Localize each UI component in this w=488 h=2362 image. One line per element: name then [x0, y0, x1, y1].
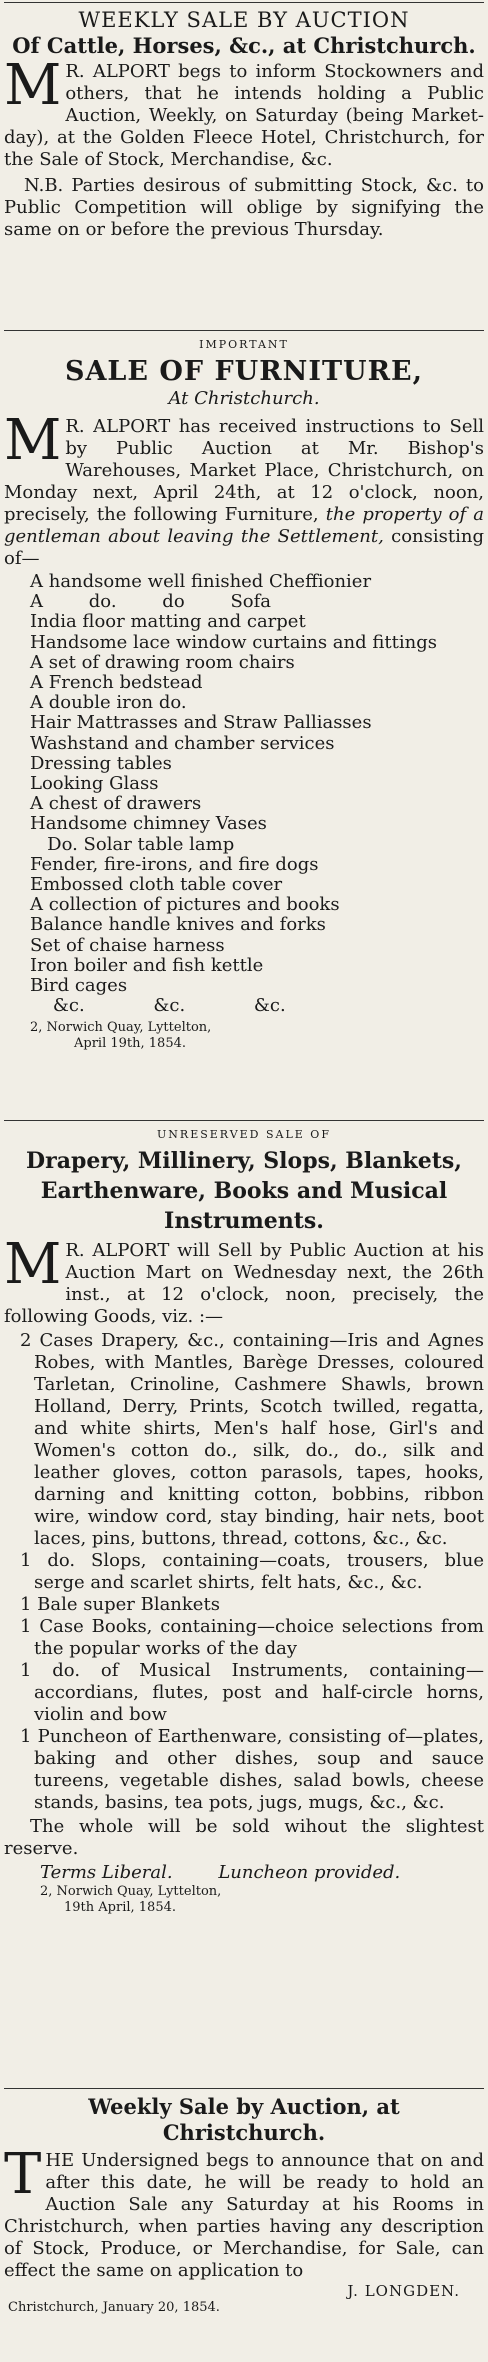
ad3-kicker: UNRESERVED SALE OF: [157, 1128, 331, 1141]
furniture-list: [4, 572, 484, 1016]
ad2-dropcap: M: [4, 408, 62, 473]
goods-list: [4, 1330, 484, 1814]
furniture-item: A French bedstead: [30, 672, 203, 694]
ad1-nb: N.B. Parties desirous of submitting Stock, &c. to Public Competition will oblige by signifying the same on or before the previous Thursday.: [4, 175, 484, 240]
furniture-item: Hair Mattrasses and Straw Palliasses: [30, 712, 372, 734]
goods-lot: 1 Bale super Blankets: [20, 1594, 220, 1615]
furniture-item: A do. do Sofa: [30, 591, 272, 613]
ad3-title: Drapery, Millinery, Slops, Blankets, Earthenware, Books and Musical Instruments.: [26, 1148, 462, 1234]
ad2-body-end: consisting of—: [4, 526, 484, 569]
furniture-item: India floor matting and carpet: [30, 611, 306, 633]
ad2-title: SALE OF FURNITURE,: [64, 356, 424, 387]
ad2-address: 2, Norwich Quay, Lyttelton,: [30, 1020, 212, 1036]
ad1-body: R. ALPORT begs to inform Stockowners and others, that he intends holding a Public Auction, Weekly, on Saturday (being Market-day), at the Golden Fleece Hotel, Christchurch, for the Sale of Stock, Merchandise, &c.: [4, 61, 484, 170]
goods-lot: 1 Case Books, containing—choice selections from the popular works of the day: [20, 1616, 484, 1659]
ad-weekly-sale-cattle: [4, 8, 484, 241]
goods-lot: 1 do. Slops, containing—coats, trousers, blue serge and scarlet shirts, felt hats, &c., &c.: [20, 1550, 484, 1593]
ad2-kicker: IMPORTANT: [199, 338, 289, 351]
ad1-dropcap: M: [4, 53, 62, 118]
furniture-item: Dressing tables: [30, 752, 172, 774]
divider-rule: [4, 330, 484, 331]
ad3-address: 2, Norwich Quay, Lyttelton,: [40, 1884, 222, 1899]
furniture-item: Fender, fire-irons, and fire dogs: [30, 853, 319, 875]
goods-lot: 1 Puncheon of Earthenware, consisting of—plates, baking and other dishes, soup and sauce tureens, vegetable dishes, salad bowls, cheese stands, basins, tea pots, jugs, mugs, &c., &c.: [20, 1726, 484, 1813]
ad2-body-italic: the property of a gentleman about leaving the Settlement,: [4, 504, 484, 547]
goods-lot: 2 Cases Drapery, &c., containing—Iris and Agnes Robes, with Mantles, Barège Dresses, coloured Tarletan, Crinoline, Cashmere Shawls, brown Holland, Derry, Prints, Scotch twilled, regatta, and white shirts, Men's half hose, Girl's and Women's cotton do., silk, do., do., silk and leather gloves, cotton parasols, tapes, hooks, darning and knitting cotton, bobbins, ribbon wire, window cord, stay binding, hair nets, boot laces, pins, buttons, thread, cottons, &c., &c.: [20, 1330, 484, 1549]
furniture-item: Set of chaise harness: [30, 934, 225, 956]
ad2-body: [4, 408, 484, 570]
ad-weekly-sale-longden: [4, 2094, 484, 2316]
goods-lot: 1 do. of Musical Instruments, containing—accordians, flutes, post and half-circle horns, violin and bow: [20, 1660, 484, 1725]
ad4-signature: J. LONGDEN.: [347, 2282, 460, 2300]
furniture-item: A collection of pictures and books: [30, 894, 340, 916]
furniture-item: Handsome chimney Vases: [30, 813, 267, 835]
ad4-dateline: Christchurch, January 20, 1854.: [8, 2300, 220, 2315]
furniture-item: Embossed cloth table cover: [30, 874, 283, 896]
furniture-item: Handsome lace window curtains and fittings: [30, 631, 437, 653]
furniture-item: A double iron do.: [30, 692, 187, 714]
ad3-closing: The whole will be sold wihout the slightest reserve.: [4, 1816, 484, 1859]
furniture-item: Bird cages: [30, 975, 128, 997]
furniture-item: Washstand and chamber services: [30, 732, 335, 754]
ad2-location: At Christchurch.: [168, 388, 320, 409]
ad1-title: WEEKLY SALE BY AUCTION: [78, 8, 410, 32]
ad4-dropcap: T: [4, 2142, 42, 2207]
ad3-date: 19th April, 1854.: [64, 1900, 176, 1915]
furniture-item: Do. Solar table lamp: [30, 833, 235, 855]
ad4-title: Weekly Sale by Auction, at Christchurch.: [88, 2094, 400, 2145]
ad3-luncheon: Luncheon provided.: [218, 1862, 401, 1883]
ad3-terms-line: [4, 1862, 484, 1884]
ad2-date: April 19th, 1854.: [74, 1036, 186, 1052]
divider-rule: [4, 2088, 484, 2089]
ad-unreserved-sale: [4, 1128, 484, 1916]
ad3-dropcap: M: [4, 1232, 62, 1297]
furniture-item: A set of drawing room chairs: [30, 651, 295, 673]
ad4-body: HE Undersigned begs to announce that on and after this date, he will be ready to hold an Auction Sale any Saturday at his Rooms in Christchurch, when parties having any description of Stock, Produce, or Merchandise, for Sale, can effect the same on application to: [4, 2150, 484, 2281]
ad1-subtitle: Of Cattle, Horses, &c., at Christchurch.: [12, 33, 476, 58]
ad-sale-of-furniture: [4, 338, 484, 1052]
ad3-terms: Terms Liberal.: [40, 1862, 173, 1883]
furniture-item: Iron boiler and fish kettle: [30, 954, 264, 976]
furniture-item: A chest of drawers: [30, 793, 202, 815]
furniture-item: Balance handle knives and forks: [30, 914, 326, 936]
top-rule: [4, 2, 484, 3]
furniture-item: &c. &c. &c.: [30, 995, 286, 1017]
ad3-body: R. ALPORT will Sell by Public Auction at his Auction Mart on Wednesday next, the 26th inst., at 12 o'clock, noon, precisely, the following Goods, viz. :—: [4, 1240, 484, 1327]
furniture-item: A handsome well finished Cheffionier: [30, 571, 372, 592]
furniture-item: Looking Glass: [30, 773, 159, 795]
divider-rule: [4, 1120, 484, 1121]
ad2-body-text: R. ALPORT has received instructions to Sell by Public Auction at Mr. Bishop's Warehouses, Market Place, Christchurch, on Monday next, April 24th, at 12 o'clock, noon, precisely, the following Furniture,: [4, 416, 484, 525]
